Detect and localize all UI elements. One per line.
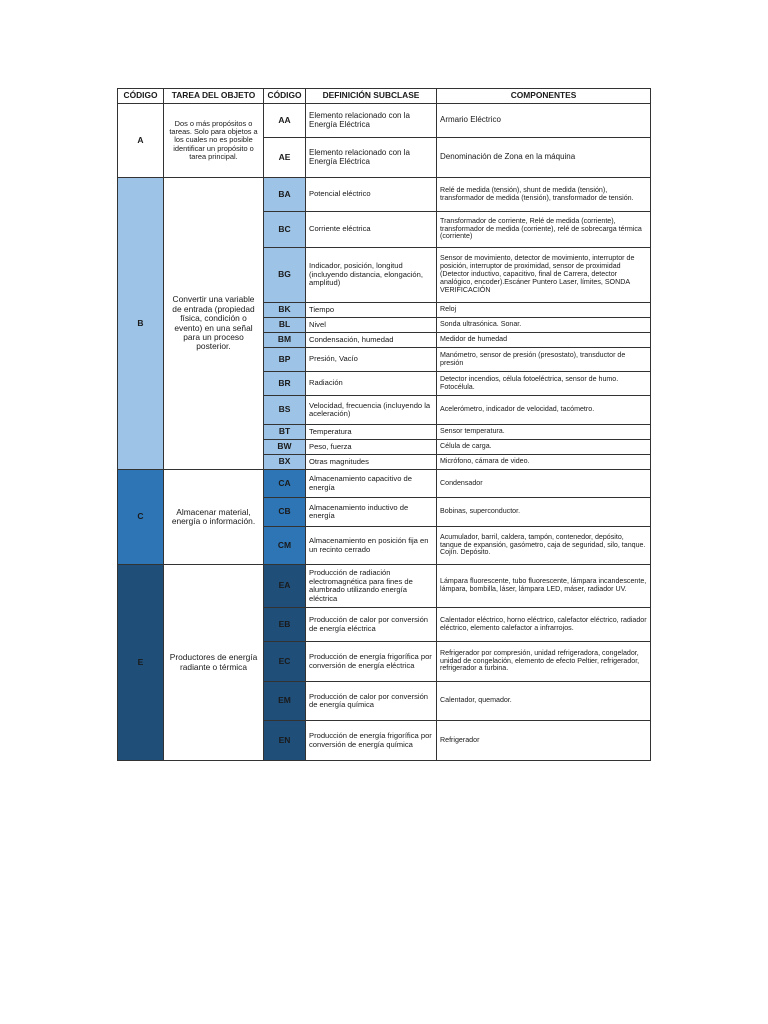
table-row xyxy=(118,104,651,138)
subclass-code-ae: AE xyxy=(264,138,306,178)
subclass-definition-cb: Almacenamiento inductivo de energía xyxy=(306,498,437,527)
header-group-code: CÓDIGO xyxy=(118,89,164,104)
subclass-code-ba: BA xyxy=(264,178,306,212)
subclass-code-cb: CB xyxy=(264,498,306,527)
subclass-components-aa: Armario Eléctrico xyxy=(437,104,651,138)
subclass-definition-aa: Elemento relacionado con la Energía Eléctrica xyxy=(306,104,437,138)
subclass-code-bx: BX xyxy=(264,455,306,470)
table-row xyxy=(118,470,651,498)
header-sub-code: CÓDIGO xyxy=(264,89,306,104)
table-row xyxy=(118,178,651,212)
subclass-components-bg: Sensor de movimiento, detector de movimiento, interruptor de posición, interruptor de proximidad, sensor de proximidad (Detector inductivo, capacitivo, final de Carrera, detector analógico, encoder).Escáner Puntero Laser, límites, SONDA VERIFICACIÓN xyxy=(437,248,651,303)
subclass-code-ec: EC xyxy=(264,642,306,682)
classification-document xyxy=(117,88,650,761)
subclass-definition-em: Producción de calor por conversión de energía química xyxy=(306,682,437,721)
subclass-definition-eb: Producción de calor por conversión de energía eléctrica xyxy=(306,608,437,642)
subclass-components-ec: Refrigerador por compresión, unidad refrigeradora, congelador, unidad de congelación, elemento de efecto Peltier, refrigerador, refrigerador a turbina. xyxy=(437,642,651,682)
subclass-components-ba: Relé de medida (tensión), shunt de medida (tensión), transformador de medida (tensión), transformador de tensión. xyxy=(437,178,651,212)
subclass-components-bs: Acelerómetro, indicador de velocidad, tacómetro. xyxy=(437,396,651,425)
subclass-components-br: Detector incendios, célula fotoeléctrica, sensor de humo. Fotocélula. xyxy=(437,372,651,396)
subclass-code-bl: BL xyxy=(264,318,306,333)
group-code-b: B xyxy=(118,178,164,470)
table-row xyxy=(118,565,651,608)
header-definition: DEFINICIÓN SUBCLASE xyxy=(306,89,437,104)
subclass-components-bm: Medidor de humedad xyxy=(437,333,651,348)
group-code-e: E xyxy=(118,565,164,761)
header-components: COMPONENTES xyxy=(437,89,651,104)
subclass-components-bw: Célula de carga. xyxy=(437,440,651,455)
subclass-definition-bt: Temperatura xyxy=(306,425,437,440)
subclass-components-bl: Sonda ultrasónica. Sonar. xyxy=(437,318,651,333)
subclass-components-bk: Reloj xyxy=(437,303,651,318)
classification-table xyxy=(117,88,651,761)
subclass-code-aa: AA xyxy=(264,104,306,138)
subclass-definition-bw: Peso, fuerza xyxy=(306,440,437,455)
subclass-components-bc: Transformador de corriente, Relé de medida (corriente), transformador de medida (corriente), relé de sobrecarga térmica (corriente) xyxy=(437,212,651,248)
subclass-definition-bm: Condensación, humedad xyxy=(306,333,437,348)
subclass-definition-bg: Indicador, posición, longitud (incluyendo distancia, elongación, amplitud) xyxy=(306,248,437,303)
subclass-definition-ec: Producción de energía frigorífica por conversión de energía eléctrica xyxy=(306,642,437,682)
group-code-c: C xyxy=(118,470,164,565)
group-task-c: Almacenar material, energía o información. xyxy=(164,470,264,565)
subclass-code-bc: BC xyxy=(264,212,306,248)
subclass-code-cm: CM xyxy=(264,527,306,565)
subclass-definition-bx: Otras magnitudes xyxy=(306,455,437,470)
subclass-components-ae: Denominación de Zona en la máquina xyxy=(437,138,651,178)
table-body xyxy=(118,104,651,761)
subclass-code-eb: EB xyxy=(264,608,306,642)
subclass-components-bx: Micrófono, cámara de video. xyxy=(437,455,651,470)
subclass-components-ea: Lámpara fluorescente, tubo fluorescente, lámpara incandescente, lámpara, bombilla, láser, lámpara LED, máser, radiador UV. xyxy=(437,565,651,608)
subclass-definition-ca: Almacenamiento capacitivo de energía xyxy=(306,470,437,498)
subclass-definition-br: Radiación xyxy=(306,372,437,396)
subclass-code-bk: BK xyxy=(264,303,306,318)
subclass-components-bt: Sensor temperatura. xyxy=(437,425,651,440)
subclass-code-en: EN xyxy=(264,721,306,761)
table-header-row xyxy=(118,89,651,104)
subclass-definition-bk: Tiempo xyxy=(306,303,437,318)
subclass-code-ea: EA xyxy=(264,565,306,608)
subclass-code-ca: CA xyxy=(264,470,306,498)
header-task: TAREA DEL OBJETO xyxy=(164,89,264,104)
subclass-definition-en: Producción de energía frigorífica por conversión de energía química xyxy=(306,721,437,761)
subclass-definition-bc: Corriente eléctrica xyxy=(306,212,437,248)
subclass-components-cb: Bobinas, superconductor. xyxy=(437,498,651,527)
subclass-components-cm: Acumulador, barril, caldera, tampón, contenedor, depósito, tanque de expansión, gasómetro, caja de seguridad, silo, tanque. Cojín. Depósito. xyxy=(437,527,651,565)
subclass-code-bw: BW xyxy=(264,440,306,455)
subclass-definition-bp: Presión, Vacío xyxy=(306,348,437,372)
subclass-components-eb: Calentador eléctrico, horno eléctrico, calefactor eléctrico, radiador eléctrico, elemento calefactor a infrarrojos. xyxy=(437,608,651,642)
subclass-code-br: BR xyxy=(264,372,306,396)
subclass-code-bt: BT xyxy=(264,425,306,440)
subclass-components-ca: Condensador xyxy=(437,470,651,498)
subclass-code-bp: BP xyxy=(264,348,306,372)
subclass-definition-bl: Nivel xyxy=(306,318,437,333)
subclass-code-bm: BM xyxy=(264,333,306,348)
subclass-definition-bs: Velocidad, frecuencia (incluyendo la aceleración) xyxy=(306,396,437,425)
subclass-components-em: Calentador, quemador. xyxy=(437,682,651,721)
subclass-components-en: Refrigerador xyxy=(437,721,651,761)
group-task-a: Dos o más propósitos o tareas. Solo para objetos a los cuales no es posible identificar un propósito o tarea principal. xyxy=(164,104,264,178)
group-code-a: A xyxy=(118,104,164,178)
group-task-b: Convertir una variable de entrada (propiedad física, condición o evento) en una señal para un proceso posterior. xyxy=(164,178,264,470)
subclass-definition-ae: Elemento relacionado con la Energía Eléctrica xyxy=(306,138,437,178)
subclass-components-bp: Manómetro, sensor de presión (presostato), transductor de presión xyxy=(437,348,651,372)
subclass-code-bg: BG xyxy=(264,248,306,303)
subclass-definition-ba: Potencial eléctrico xyxy=(306,178,437,212)
group-task-e: Productores de energía radiante o térmica xyxy=(164,565,264,761)
subclass-definition-ea: Producción de radiación electromagnética para fines de alumbrado utilizando energía eléctrica xyxy=(306,565,437,608)
subclass-code-bs: BS xyxy=(264,396,306,425)
subclass-definition-cm: Almacenamiento en posición fija en un recinto cerrado xyxy=(306,527,437,565)
subclass-code-em: EM xyxy=(264,682,306,721)
